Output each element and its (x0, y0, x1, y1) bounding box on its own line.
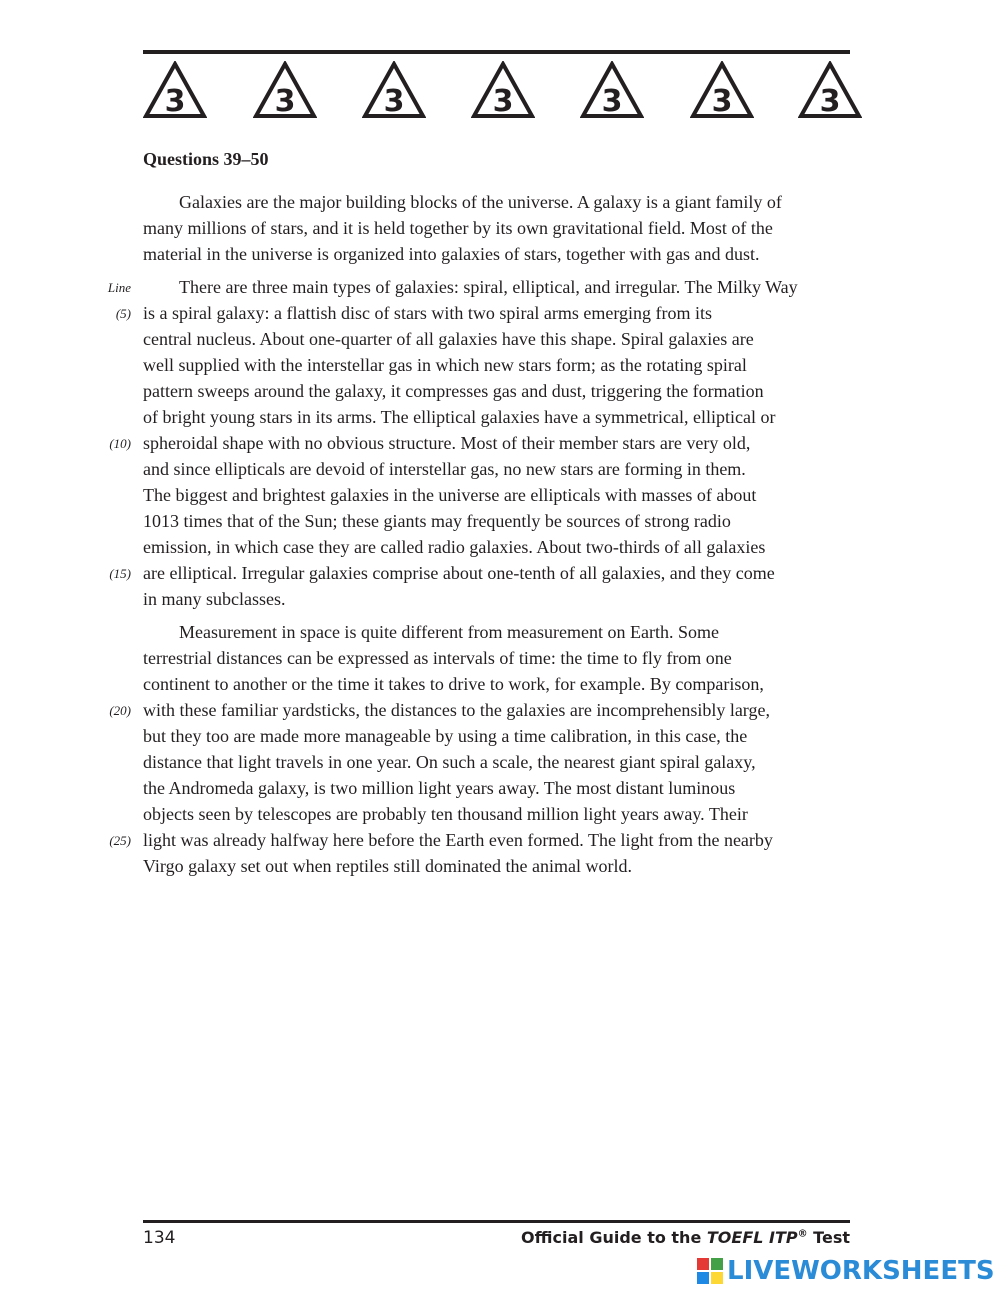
passage-line-text: continent to another or the time it takes to drive to work, for example. By comparison, (143, 674, 764, 694)
passage-line-text: There are three main types of galaxies: spiral, elliptical, and irregular. The Milky Way (179, 277, 798, 297)
svg-text:3: 3 (274, 84, 296, 119)
passage-line-text: material in the universe is organized into galaxies of stars, together with gas and dust. (143, 244, 760, 264)
passage-paragraph (107, 274, 873, 612)
line-number: (10) (109, 436, 131, 451)
registered-mark: ® (797, 1228, 808, 1240)
passage-line (143, 586, 873, 612)
passage-line-text: of bright young stars in its arms. The elliptical galaxies have a symmetrical, elliptical or (143, 407, 776, 427)
passage-line-text: and since ellipticals are devoid of interstellar gas, no new stars are forming in them. (143, 459, 746, 479)
section-badge-icon (362, 61, 426, 119)
svg-text:3: 3 (383, 84, 405, 119)
passage-line-text: Galaxies are the major building blocks of the universe. A galaxy is a giant family of (179, 192, 782, 212)
passage-line (143, 352, 873, 378)
passage-line (143, 853, 873, 879)
passage-line-text: Virgo galaxy set out when reptiles still dominated the animal world. (143, 856, 632, 876)
section-badge-icon (143, 61, 207, 119)
reading-passage (107, 189, 873, 879)
liveworksheets-logo-icon (697, 1258, 723, 1284)
passage-line (109, 697, 873, 723)
svg-text:3: 3 (711, 84, 733, 119)
passage-line (107, 274, 873, 300)
section-badge-icon (253, 61, 317, 119)
logo-block (711, 1272, 723, 1284)
passage-line (143, 645, 873, 671)
line-number: Line (107, 280, 131, 295)
section-badge-icon (580, 61, 644, 119)
passage-line-text: are elliptical. Irregular galaxies comprise about one-tenth of all galaxies, and they come (143, 563, 775, 583)
passage-line (143, 378, 873, 404)
passage-line-text: pattern sweeps around the galaxy, it compresses gas and dust, triggering the formation (143, 381, 764, 401)
passage-line-text: 1013 times that of the Sun; these giants may frequently be sources of strong radio (143, 511, 731, 531)
passage-line-text: distance that light travels in one year. On such a scale, the nearest giant spiral galaxy, (143, 752, 756, 772)
line-number: (25) (109, 833, 131, 848)
section-badge-icon (471, 61, 535, 119)
passage-line (109, 827, 873, 853)
footer-title-prefix: Official Guide to the (521, 1228, 707, 1247)
passage-line-text: terrestrial distances can be expressed as intervals of time: the time to fly from one (143, 648, 732, 668)
passage-line (143, 241, 873, 267)
line-number: (5) (115, 306, 131, 321)
svg-text:3: 3 (164, 84, 186, 119)
footer-title-suffix: Test (807, 1228, 850, 1247)
passage-line-text: in many subclasses. (143, 589, 286, 609)
logo-block (711, 1258, 723, 1270)
passage-line-text: is a spiral galaxy: a flattish disc of stars with two spiral arms emerging from its (143, 303, 713, 323)
logo-block (697, 1272, 709, 1284)
logo-block (697, 1258, 709, 1270)
questions-heading: Questions 39–50 (143, 149, 269, 169)
liveworksheets-watermark[interactable] (697, 1255, 995, 1287)
passage-line (143, 723, 873, 749)
passage-line-text: The biggest and brightest galaxies in the universe are ellipticals with masses of about (143, 485, 757, 505)
passage-line-text: central nucleus. About one-quarter of all galaxies have this shape. Spiral galaxies are (143, 329, 754, 349)
passage-line (143, 801, 873, 827)
passage-line (143, 534, 873, 560)
passage-line (143, 456, 873, 482)
passage-line-text: with these familiar yardsticks, the distances to the galaxies are incomprehensibly large, (143, 700, 770, 720)
passage-line (143, 749, 873, 775)
passage-line (109, 560, 873, 586)
passage-line (143, 189, 873, 215)
passage-line (143, 215, 873, 241)
section-badge-icon (798, 61, 862, 119)
passage-line-text: but they too are made more manageable by using a time calibration, in this case, the (143, 726, 748, 746)
passage-line-text: objects seen by telescopes are probably ten thousand million light years away. Their (143, 804, 748, 824)
passage-line (143, 326, 873, 352)
line-number: (20) (109, 703, 131, 718)
passage-line-text: many millions of stars, and it is held together by its own gravitational field. Most of the (143, 218, 773, 238)
passage-line-text: the Andromeda galaxy, is two million light years away. The most distant luminous (143, 778, 736, 798)
top-rule (143, 50, 850, 54)
passage-line-text: emission, in which case they are called radio galaxies. About two-thirds of all galaxies (143, 537, 766, 557)
passage-line-text: light was already halfway here before the Earth even formed. The light from the nearby (143, 830, 773, 850)
passage-line (115, 300, 873, 326)
watermark-text: LIVEWORKSHEETS (727, 1256, 995, 1286)
svg-text:3: 3 (601, 84, 623, 119)
passage-line-text: spheroidal shape with no obvious structure. Most of their member stars are very old, (143, 433, 751, 453)
passage-line (143, 482, 873, 508)
svg-text:3: 3 (492, 84, 514, 119)
passage-line (143, 671, 873, 697)
passage-paragraph (143, 189, 873, 267)
passage-line (143, 508, 873, 534)
passage-line (143, 775, 873, 801)
footer-title (521, 1228, 850, 1247)
footer-title-italic: TOEFL ITP (706, 1228, 798, 1247)
passage-line-text: Measurement in space is quite different from measurement on Earth. Some (179, 622, 719, 642)
passage-line (109, 430, 873, 456)
bottom-rule (143, 1220, 850, 1223)
passage-line (143, 404, 873, 430)
line-number: (15) (109, 566, 131, 581)
passage-line-text: well supplied with the interstellar gas in which new stars form; as the rotating spiral (143, 355, 747, 375)
svg-text:3: 3 (819, 84, 841, 119)
passage-line (143, 619, 873, 645)
page-number: 134 (143, 1228, 176, 1248)
section-badge-icon (690, 61, 754, 119)
passage-paragraph (109, 619, 873, 879)
